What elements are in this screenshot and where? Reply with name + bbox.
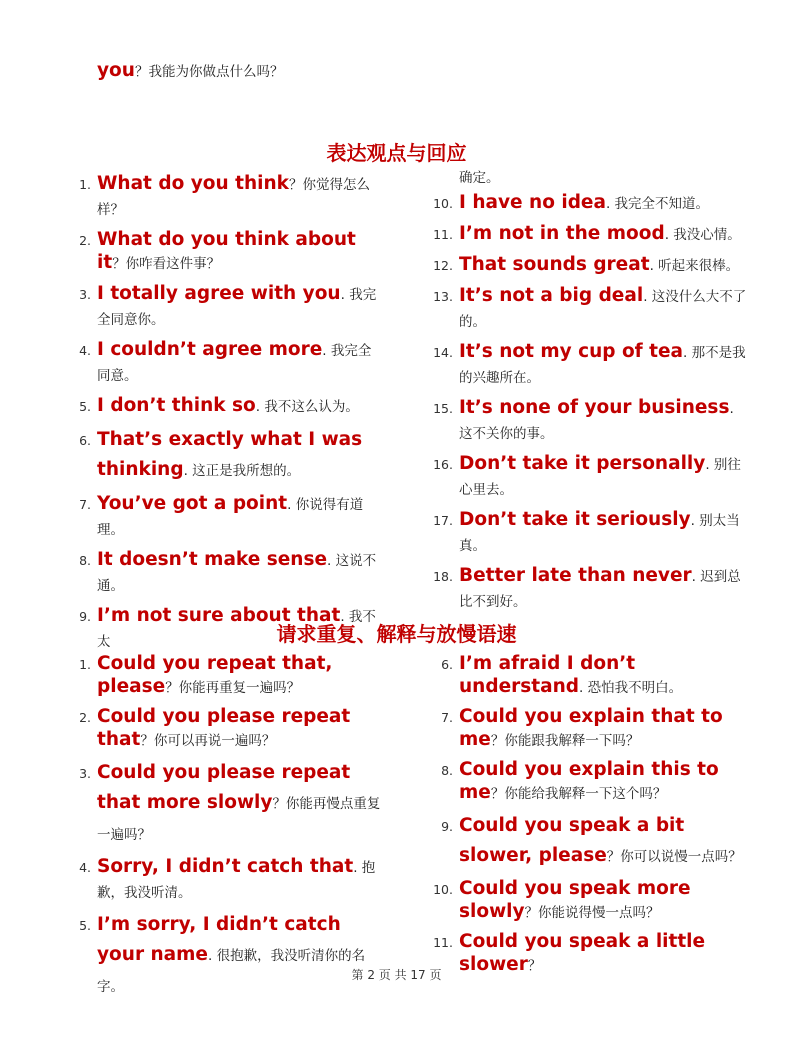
phrase-zh: . 很抱歉，我没听清你的名字。 <box>97 948 366 995</box>
phrase-en: Could you please repeat that <box>97 706 351 750</box>
phrase-en: Sorry, I didn’t catch that <box>97 856 354 877</box>
item-number: 3. <box>79 287 91 302</box>
phrase-en: It’s not a big deal <box>459 285 644 306</box>
phrase-en: Could you explain this to me <box>459 759 719 803</box>
item-number: 1. <box>79 657 91 672</box>
phrase-zh: . 你说得有道理。 <box>97 497 364 538</box>
phrase-en: Could you speak a little slower <box>459 931 706 975</box>
list-item <box>441 705 749 753</box>
phrase-en: I’m afraid I don’t understand <box>459 653 636 697</box>
list-item <box>79 548 384 598</box>
phrase-en: I have no idea <box>459 192 606 213</box>
item-number: 5. <box>79 918 91 933</box>
list-item <box>433 508 749 558</box>
list-item <box>441 758 749 806</box>
item-number: 6. <box>79 433 91 448</box>
phrase-zh: . 那不是我的兴趣所在。 <box>459 345 746 386</box>
phrase-zh: . 别往心里去。 <box>459 457 741 498</box>
phrase-en: I couldn’t agree more <box>97 339 323 360</box>
phrase-zh: . 我完全不知道。 <box>605 196 710 212</box>
list-item <box>79 338 384 388</box>
phrase-zh: . 听起来很棒。 <box>649 258 740 274</box>
phrase-en: Could you explain that to me <box>459 706 723 750</box>
phrase-zh: ？你能说得慢一点吗？ <box>524 905 660 921</box>
phrase-zh: ？你咋看这件事？ <box>112 256 221 272</box>
item-number: 12. <box>433 258 453 273</box>
phrase-en: Could you please repeat that more slowly <box>97 762 351 813</box>
item-number: 15. <box>433 401 453 416</box>
phrase-en: You’ve got a point <box>97 493 288 514</box>
carryover-line <box>97 60 283 81</box>
item-number: 5. <box>79 399 91 414</box>
item-number: 4. <box>79 860 91 875</box>
list-item <box>433 564 749 614</box>
item-number: 18. <box>433 569 453 584</box>
item-number: 10. <box>433 882 453 897</box>
opinions-list-left <box>79 172 384 660</box>
list-item <box>79 758 384 850</box>
phrase-en: Don’t take it seriously <box>459 509 691 530</box>
phrase-zh: ？你能给我解释一下这个吗？ <box>490 786 667 802</box>
phrase-zh: . 这说不通。 <box>97 553 377 594</box>
phrase-en: Could you speak a bit slower, please <box>459 815 685 866</box>
phrase-zh: ？你可以说慢一点吗？ <box>606 849 742 865</box>
list-item <box>433 452 749 502</box>
item-number: 4. <box>79 343 91 358</box>
list-item <box>433 191 749 216</box>
phrase-zh: ？你能再慢点重复一遍吗？ <box>97 796 381 843</box>
phrase-zh: ？你能再重复一遍吗？ <box>165 680 301 696</box>
list-item <box>433 284 749 334</box>
list-item <box>79 855 384 905</box>
phrase-zh: . 恐怕我不明白。 <box>579 680 683 696</box>
item-number: 17. <box>433 513 453 528</box>
list-item <box>433 396 749 446</box>
item-number: 13. <box>433 289 453 304</box>
list-item <box>433 340 749 390</box>
item-number: 6. <box>441 657 453 672</box>
phrase-en: I don’t think so <box>97 395 256 416</box>
phrase-zh: ？ <box>527 958 542 974</box>
opinions-list-right <box>433 191 749 620</box>
list-item <box>441 811 749 872</box>
phrase-zh: . 我不太 <box>97 609 376 650</box>
phrase-zh: . 我不这么认为。 <box>255 399 359 415</box>
list-item <box>79 228 384 276</box>
phrase-zh: . 我完全同意你。 <box>97 287 377 328</box>
page-number: 第 2 页 共 17 页 <box>351 968 442 982</box>
phrase-en: you <box>97 60 135 81</box>
list-item <box>79 394 384 419</box>
phrase-zh: . 这没什么大不了的。 <box>459 289 747 330</box>
phrase-zh: . 别太当真。 <box>459 513 740 554</box>
phrase-zh: . 这正是我所想的。 <box>183 463 301 479</box>
list-item <box>433 253 749 278</box>
phrase-en: Don’t take it personally <box>459 453 706 474</box>
list-item <box>79 705 384 753</box>
item-number: 16. <box>433 457 453 472</box>
item-number: 3. <box>79 766 91 781</box>
phrase-en: Could you repeat that, please <box>97 653 333 697</box>
section-title-opinions: 表达观点与回应 <box>326 141 467 165</box>
requests-list-right <box>433 652 749 983</box>
phrase-zh: ？我能为你做点什么吗？ <box>134 64 284 80</box>
item-number: 7. <box>441 710 453 725</box>
item-number: 9. <box>79 609 91 624</box>
phrase-en: Better late than never <box>459 565 692 586</box>
carryover-text: 确定。 <box>459 170 500 186</box>
item-number: 11. <box>433 227 453 242</box>
phrase-zh: . 我没心情。 <box>664 227 741 243</box>
list-item <box>79 652 384 700</box>
section-title-requests: 请求重复、解释与放慢语速 <box>276 622 517 646</box>
phrase-en: It’s none of your business <box>459 397 730 418</box>
phrase-en: I’m not in the mood <box>459 223 665 244</box>
list-item <box>79 172 384 222</box>
requests-list-left <box>79 652 384 1007</box>
phrase-en: It doesn’t make sense <box>97 549 328 570</box>
phrase-en: That’s exactly what I was thinking <box>97 429 363 480</box>
list-item <box>433 222 749 247</box>
phrase-en: I’m sorry, I didn’t catch your name <box>97 914 341 965</box>
phrase-zh: ？你觉得怎么样？ <box>97 177 370 218</box>
list-item <box>441 652 749 700</box>
phrase-zh: ？你能跟我解释一下吗？ <box>490 733 640 749</box>
item-number: 8. <box>441 763 453 778</box>
list-item <box>79 492 384 542</box>
phrase-zh: . 抱歉，我没听清。 <box>97 860 376 901</box>
phrase-en: It’s not my cup of tea <box>459 341 684 362</box>
phrase-zh: . 这不关你的事。 <box>459 401 734 442</box>
item-number: 10. <box>433 196 453 211</box>
item-number: 9. <box>441 819 453 834</box>
item-number: 8. <box>79 553 91 568</box>
phrase-zh: . 迟到总比不到好。 <box>459 569 741 610</box>
phrase-en: That sounds great <box>459 254 650 275</box>
list-item <box>433 877 749 925</box>
list-item <box>79 910 384 1002</box>
phrase-en: I totally agree with you <box>97 283 341 304</box>
phrase-zh: . 我完全同意。 <box>97 343 372 384</box>
phrase-zh: ？你可以再说一遍吗？ <box>140 733 276 749</box>
item-number: 2. <box>79 233 91 248</box>
item-number: 11. <box>433 935 453 950</box>
item-number: 7. <box>79 497 91 512</box>
item-number: 2. <box>79 710 91 725</box>
item-number: 1. <box>79 177 91 192</box>
item-number: 14. <box>433 345 453 360</box>
phrase-en: I’m not sure about that <box>97 605 341 626</box>
phrase-en: Could you speak more slowly <box>459 878 691 922</box>
list-item <box>79 425 384 486</box>
phrase-en: What do you think <box>97 173 289 194</box>
list-item <box>79 282 384 332</box>
phrase-en: What do you think about it <box>97 229 356 273</box>
